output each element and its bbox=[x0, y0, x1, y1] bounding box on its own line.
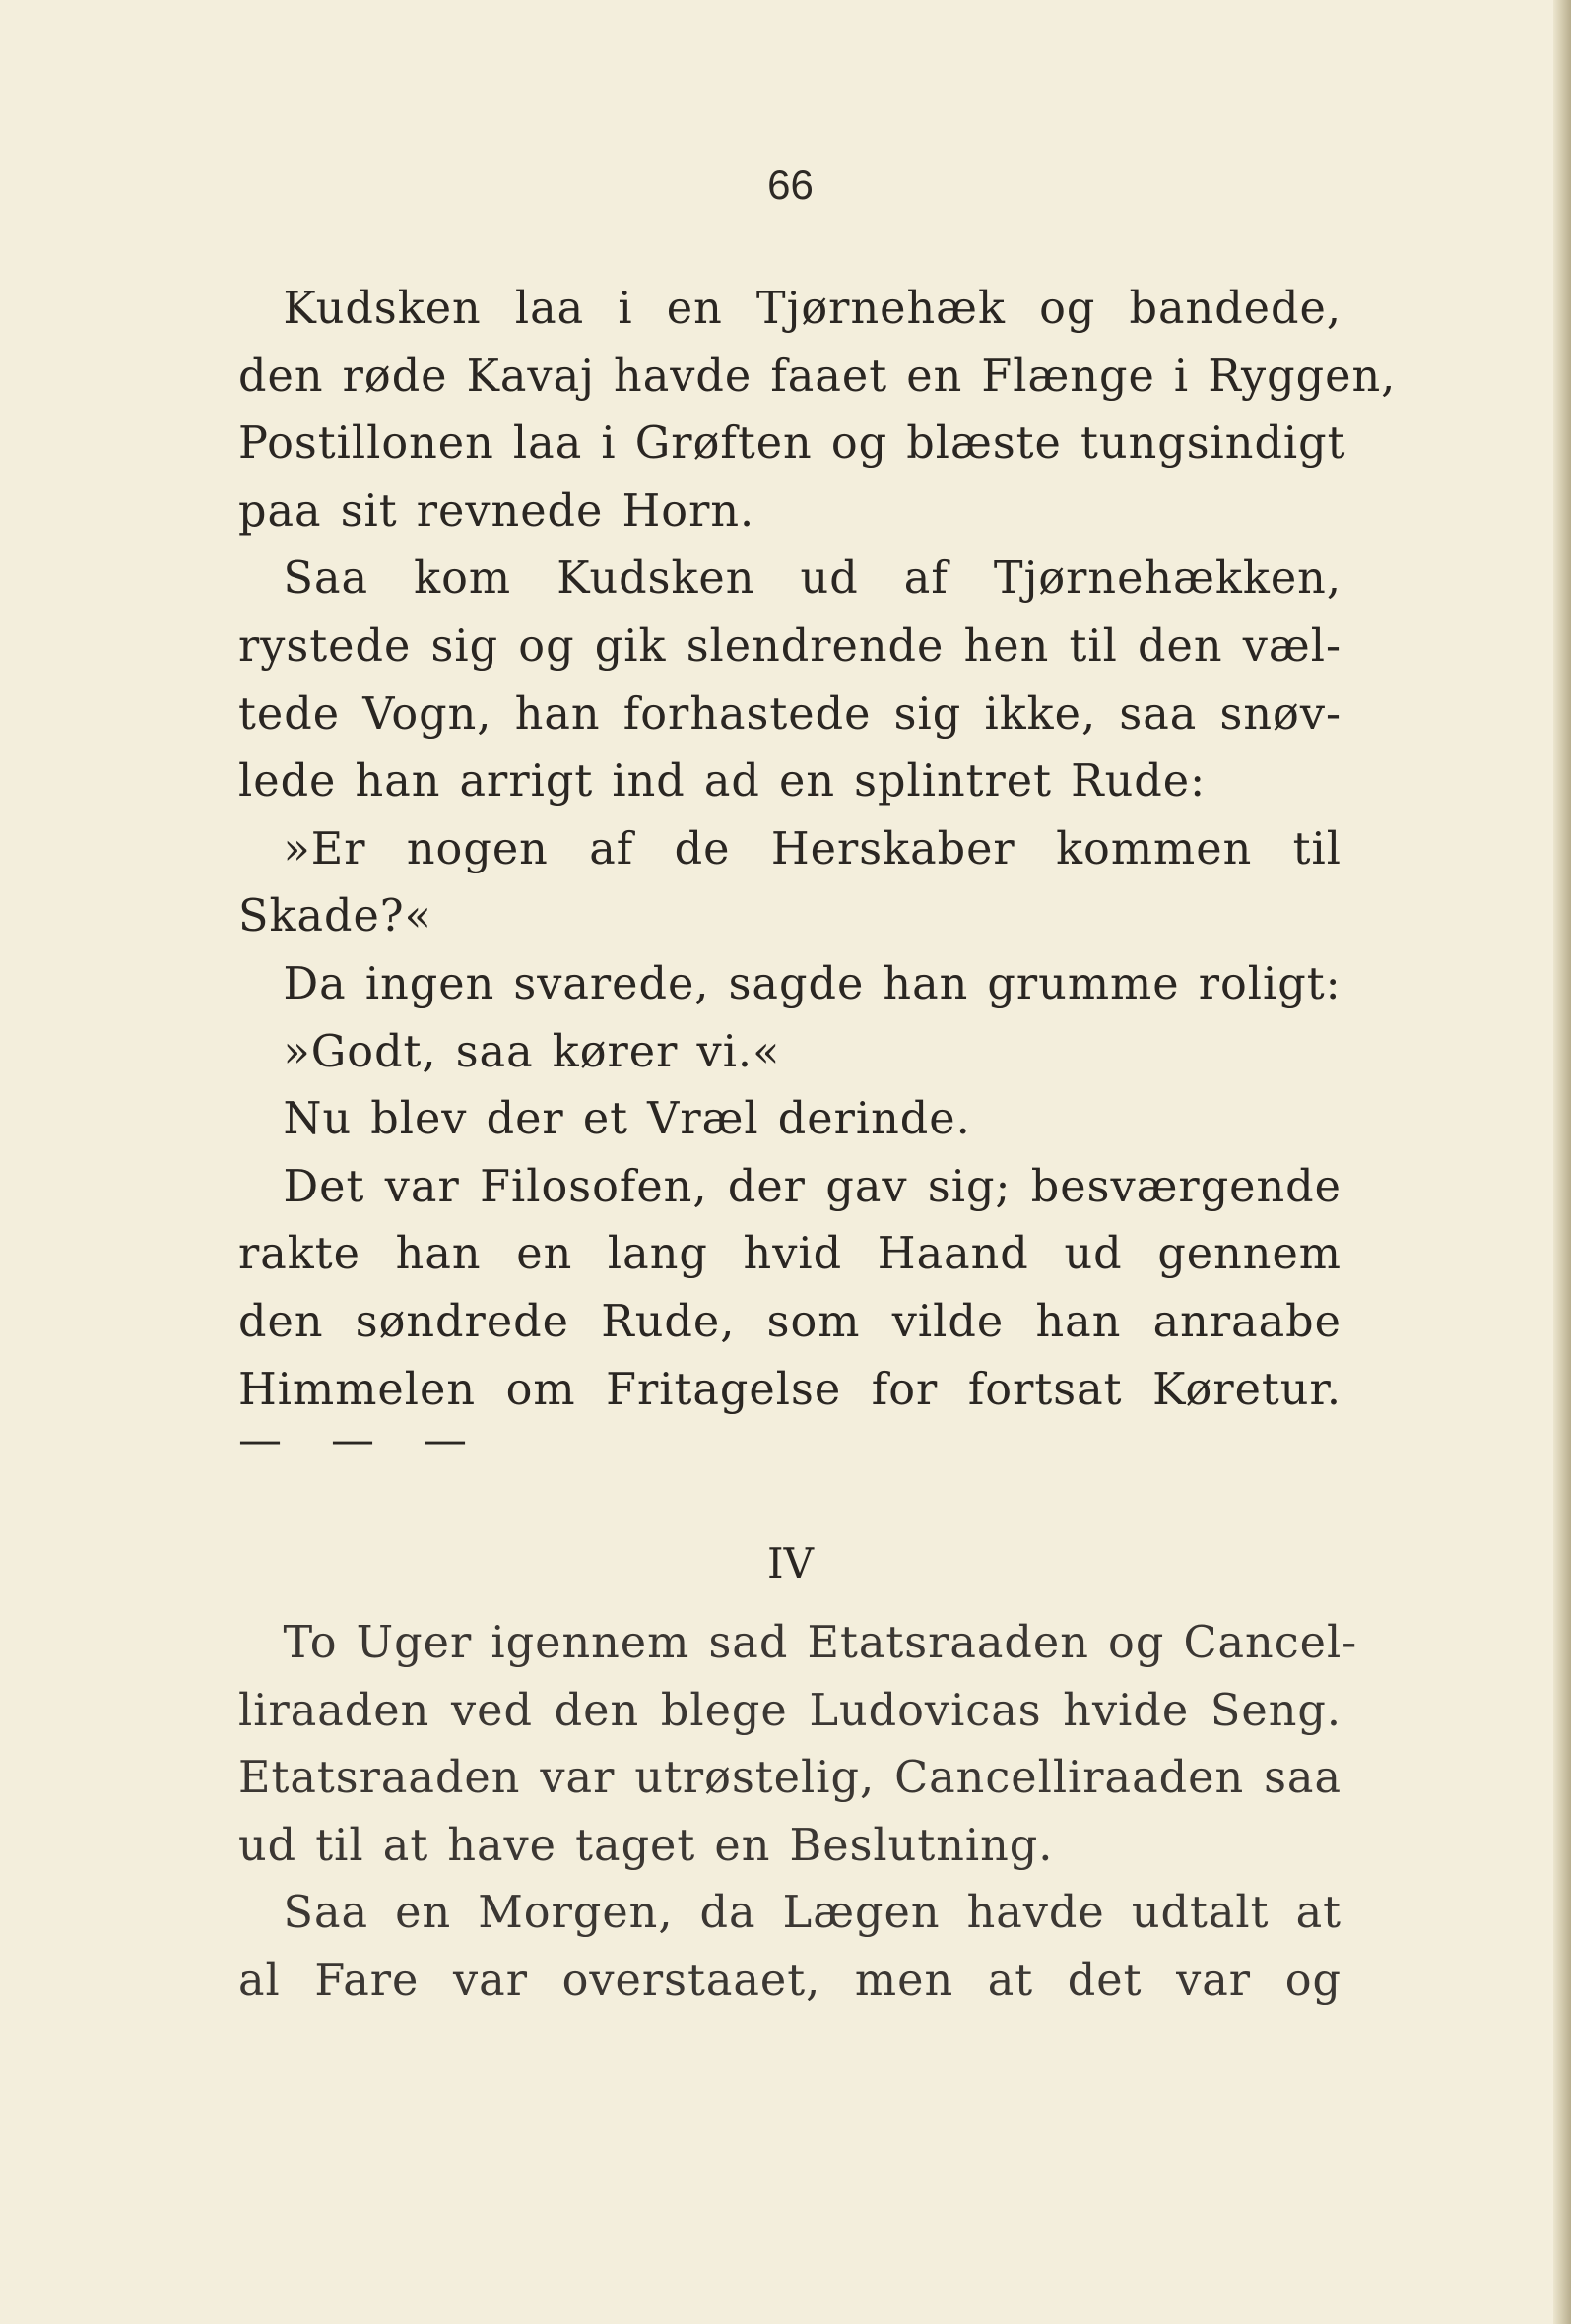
text-line: tede Vogn, han forhastede sig ikke, saa snøv- bbox=[238, 688, 1342, 740]
text-line: Kudsken laa i en Tjørnehæk og bandede, bbox=[238, 284, 1342, 334]
section-heading: IV bbox=[767, 1539, 814, 1587]
text-line: ud til at have taget en Beslutning. bbox=[238, 1820, 1054, 1871]
text-line: »Godt, saa kører vi.« bbox=[238, 1026, 781, 1077]
text-line: Da ingen svarede, sagde han grumme roligt: bbox=[238, 958, 1342, 1009]
section-separator: — — — bbox=[238, 1415, 485, 1465]
text-line: liraaden ved den blege Ludovicas hvide Seng. bbox=[238, 1685, 1342, 1736]
text-line: den søndrede Rude, som vilde han anraabe bbox=[238, 1296, 1342, 1347]
text-line: Etatsraaden var utrøstelig, Cancelliraaden saa bbox=[238, 1753, 1342, 1804]
text-line: Saa kom Kudsken ud af Tjørnehækken, bbox=[238, 553, 1342, 605]
section-1-text bbox=[238, 276, 1397, 1424]
page-number: 66 bbox=[767, 161, 814, 208]
text-line: Postillonen laa i Grøften og blæste tungsindigt bbox=[238, 419, 1346, 470]
text-line: Himmelen om Fritagelse for fortsat Køretur. bbox=[238, 1364, 1342, 1415]
text-line: lede han arrigt ind ad en splintret Rude: bbox=[238, 756, 1207, 807]
text-line: rystede sig og gik slendrende hen til den væl- bbox=[238, 620, 1342, 672]
text-line: Det var Filosofen, der gav sig; besværgende bbox=[238, 1161, 1342, 1212]
text-line: »Er nogen af de Herskaber kommen til bbox=[238, 823, 1342, 874]
text-line: Saa en Morgen, da Lægen havde udtalt at bbox=[238, 1888, 1342, 1939]
text-line: Skade?« bbox=[238, 891, 432, 942]
text-line: den røde Kavaj havde faaet en Flænge i Ryggen, bbox=[238, 351, 1397, 402]
text-line: paa sit revnede Horn. bbox=[238, 485, 755, 537]
page-edge bbox=[1553, 0, 1571, 2324]
section-2-text bbox=[238, 1610, 1358, 2016]
text-line: Nu blev der et Vræl derinde. bbox=[238, 1094, 971, 1145]
text-line: To Uger igennem sad Etatsraaden og Cancel- bbox=[238, 1618, 1358, 1668]
text-line: al Fare var overstaaet, men at det var og bbox=[238, 1955, 1342, 2006]
text-line: rakte han en lang hvid Haand ud gennem bbox=[238, 1229, 1342, 1280]
